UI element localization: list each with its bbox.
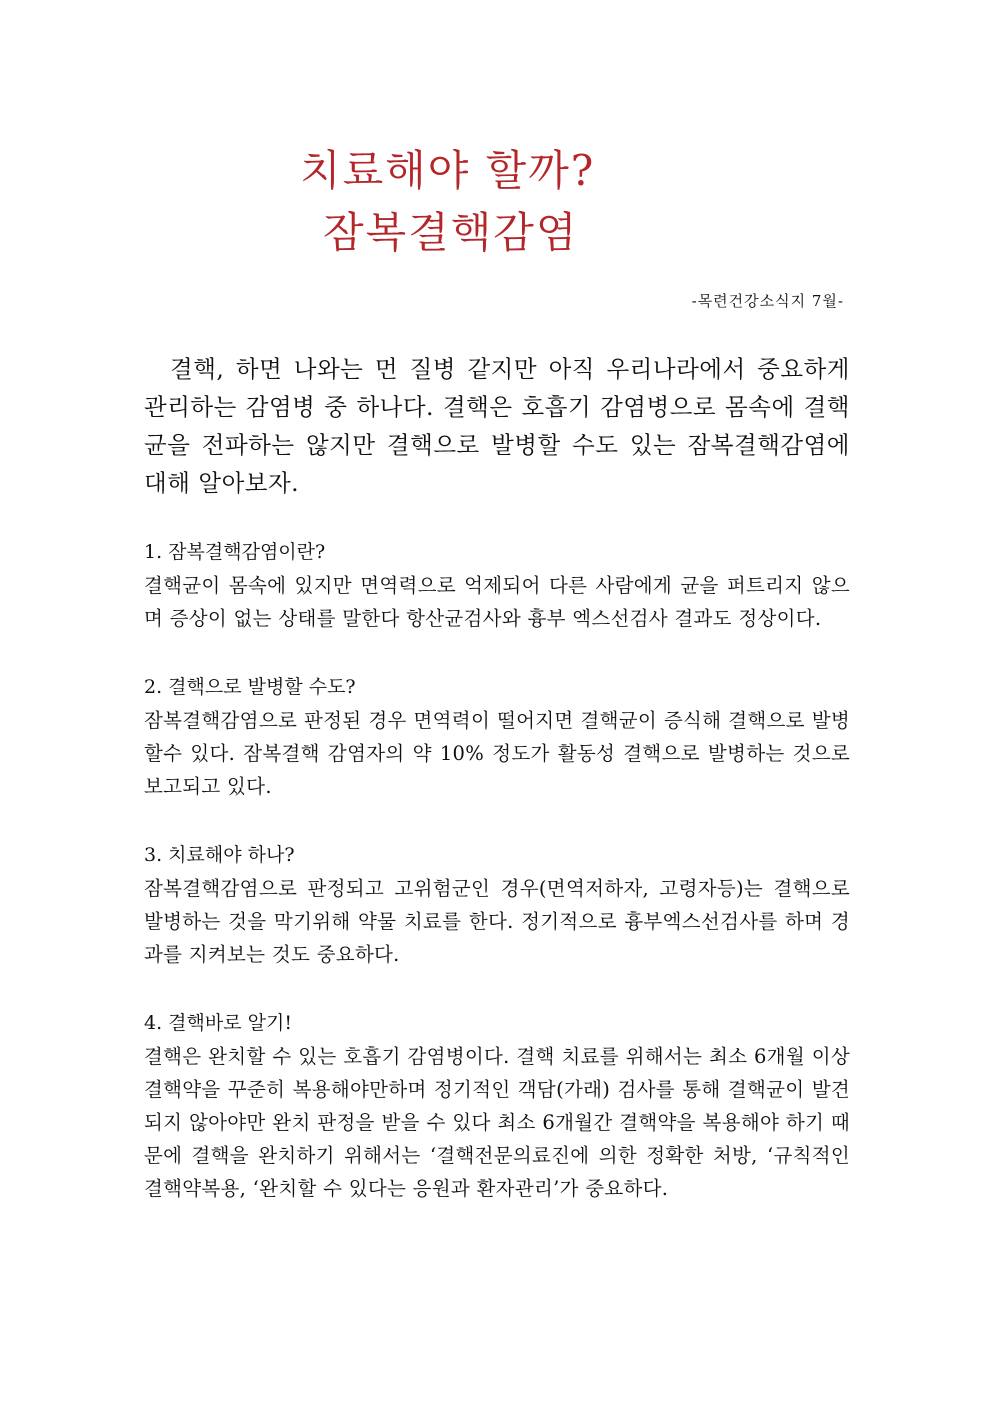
section-2 <box>144 671 850 803</box>
section-body: 잠복결핵감염으로 판정되고 고위험군인 경우(면역저하자, 고령자등)는 결핵으로 발병하는 것을 막기위해 약물 치료를 한다. 정기적으로 흉부엑스선검사를 하며 경과를 지켜보는 것도 중요하다. <box>144 877 850 966</box>
section-body: 잠복결핵감염으로 판정된 경우 면역력이 떨어지면 결핵균이 증식해 결핵으로 발병할수 있다. 잠복결핵 감염자의 약 10% 정도가 활동성 결핵으로 발병하는 것으로 보고되고 있다. <box>144 709 850 798</box>
section-3 <box>144 839 850 971</box>
title-block <box>0 140 992 264</box>
intro-paragraph <box>144 350 850 502</box>
section-1 <box>144 536 850 635</box>
section-heading: 1. 잠복결핵감염이란? <box>144 541 326 563</box>
section-heading: 4. 결핵바로 알기! <box>144 1012 292 1034</box>
intro-text: 결핵, 하면 나와는 먼 질병 같지만 아직 우리나라에서 중요하게 관리하는 감염병 중 하나다. 결핵은 호흡기 감염병으로 몸속에 결핵균을 전파하는 않지만 결핵으로 발병할 수도 있는 잠복결핵감염에 대해 알아보자. <box>144 355 850 497</box>
section-4 <box>144 1007 850 1205</box>
title-line-1: 치료해야 할까? <box>300 146 596 195</box>
sections <box>144 536 850 1241</box>
section-heading: 3. 치료해야 하나? <box>144 844 295 866</box>
source-note: -목련건강소식지 7월- <box>691 292 844 310</box>
section-body: 결핵은 완치할 수 있는 호흡기 감염병이다. 결핵 치료를 위해서는 최소 6개월 이상 결핵약을 꾸준히 복용해야만하며 정기적인 객담(가래) 검사를 통해 결핵균이 발견되지 않아야만 완치 판정을 받을 수 있다 최소 6개월간 결핵약을 복용해야 하기 때문에 결핵을 완치하기 위해서는 ‘결핵전문의료진에 의한 정확한 처방, ‘규칙적인 결핵약복용, ‘완치할 수 있다는 응원과 환자관리’가 중요하다. <box>144 1045 850 1200</box>
section-body: 결핵균이 몸속에 있지만 면역력으로 억제되어 다른 사람에게 균을 퍼트리지 않으며 증상이 없는 상태를 말한다 항산균검사와 흉부 엑스선검사 결과도 정상이다. <box>144 574 850 630</box>
section-heading: 2. 결핵으로 발병할 수도? <box>144 676 356 698</box>
title-line-2: 잠복결핵감염 <box>323 208 579 257</box>
